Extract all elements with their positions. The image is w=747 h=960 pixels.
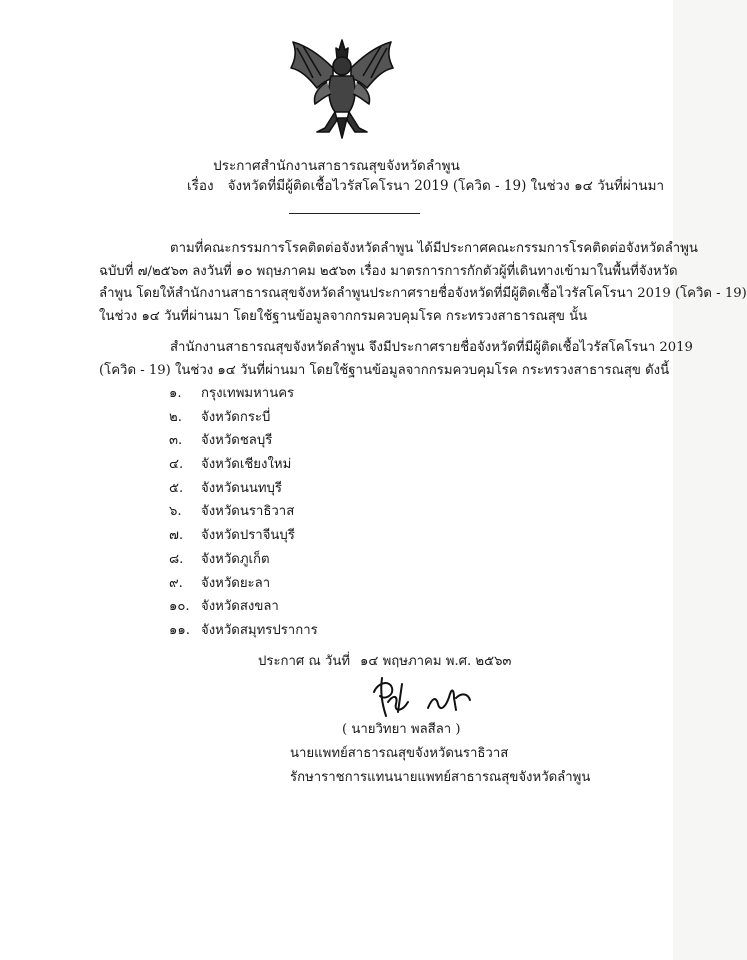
list-item-number: ๒. bbox=[169, 409, 182, 425]
paragraph-line: ตามที่คณะกรรมการโรคติดต่อจังหวัดลำพูน ได้มีประกาศคณะกรรมการโรคติดต่อจังหวัดลำพูน bbox=[170, 241, 698, 256]
announce-date: ๑๔ พฤษภาคม พ.ศ. ๒๕๖๓ bbox=[360, 654, 512, 669]
list-item-name: จังหวัดนนทบุรี bbox=[201, 480, 283, 496]
list-item-name: จังหวัดปราจีนบุรี bbox=[201, 528, 295, 544]
list-item bbox=[169, 572, 318, 596]
list-item bbox=[169, 453, 318, 477]
subject-label: เรื่อง bbox=[187, 178, 214, 194]
paragraph-line: (โควิด - 19) ในช่วง ๑๔ วันที่ผ่านมา โดยใช้ฐานข้อมูลจากกรมควบคุมโรค กระทรวงสาธารณสุข ดังนี้ bbox=[99, 362, 670, 378]
list-item bbox=[169, 595, 318, 619]
list-item-name: จังหวัดยะลา bbox=[201, 575, 271, 591]
list-item-name: จังหวัดนราธิวาส bbox=[201, 504, 295, 520]
subject-text: จังหวัดที่มีผู้ติดเชื้อไวรัสโคโรนา 2019 (โควิด - 19) ในช่วง ๑๔ วันที่ผ่านมา bbox=[227, 178, 665, 194]
list-item bbox=[169, 548, 318, 572]
list-item-name: จังหวัดสงขลา bbox=[201, 599, 279, 615]
list-item-name: จังหวัดภูเก็ต bbox=[201, 551, 270, 567]
list-item-name: จังหวัดสมุทรปราการ bbox=[201, 622, 318, 638]
list-item-name: จังหวัดชลบุรี bbox=[201, 433, 273, 449]
list-item-number: ๙. bbox=[169, 575, 183, 591]
paragraph-line: ลำพูน โดยให้สำนักงานสาธารณสุขจังหวัดลำพูนประกาศรายชื่อจังหวัดที่มีผู้ติดเชื้อไวรัสโคโรนา 2019 (โควิด - 19) bbox=[99, 286, 747, 301]
list-item bbox=[169, 406, 318, 430]
province-list bbox=[169, 382, 318, 643]
paragraph-2 bbox=[99, 337, 693, 382]
list-item bbox=[169, 524, 318, 548]
list-item-number: ๖. bbox=[169, 504, 182, 520]
list-item-name: จังหวัดเชียงใหม่ bbox=[201, 457, 292, 473]
list-item-number: ๕. bbox=[169, 480, 184, 496]
paragraph-1 bbox=[99, 238, 747, 328]
list-item-number: ๗. bbox=[169, 528, 184, 544]
subject-line bbox=[187, 176, 664, 196]
list-item-number: ๑๐. bbox=[169, 599, 190, 615]
list-item bbox=[169, 382, 318, 406]
paragraph-line: สำนักงานสาธารณสุขจังหวัดลำพูน จึงมีประกาศรายชื่อจังหวัดที่มีผู้ติดเชื้อไวรัสโคโรนา 2019 bbox=[170, 340, 693, 355]
list-item-number: ๑๑. bbox=[169, 622, 190, 638]
list-item bbox=[169, 477, 318, 501]
list-item-name: กรุงเทพมหานคร bbox=[201, 386, 295, 401]
signer-position: นายแพทย์สาธารณสุขจังหวัดนราธิวาส bbox=[290, 746, 509, 761]
paragraph-line: ในช่วง ๑๔ วันที่ผ่านมา โดยใช้ฐานข้อมูลจากกรมควบคุมโรค กระทรวงสาธารณสุข นั้น bbox=[99, 308, 588, 324]
handwritten-signature-icon bbox=[368, 672, 476, 722]
list-item-number: ๑. bbox=[169, 386, 182, 401]
list-item bbox=[169, 500, 318, 524]
signature-block bbox=[290, 718, 590, 790]
announcement-date-line bbox=[258, 650, 521, 671]
list-item-number: ๓. bbox=[169, 433, 183, 449]
document-heading bbox=[0, 156, 673, 194]
list-item-number: ๘. bbox=[169, 551, 184, 567]
list-item bbox=[169, 429, 318, 453]
org-title: ประกาศสำนักงานสาธารณสุขจังหวัดลำพูน bbox=[213, 158, 460, 174]
announce-prefix: ประกาศ ณ วันที่ bbox=[258, 654, 351, 669]
list-item-number: ๔. bbox=[169, 457, 184, 473]
signer-acting-position: รักษาราชการแทนนายแพทย์สาธารณสุขจังหวัดลำพูน bbox=[290, 770, 591, 785]
list-item-name: จังหวัดกระบี่ bbox=[201, 409, 271, 425]
heading-divider bbox=[289, 213, 420, 214]
list-item bbox=[169, 619, 318, 643]
signer-name: ( นายวิทยา พลสีลา ) bbox=[342, 722, 461, 737]
garuda-emblem-icon bbox=[287, 38, 397, 140]
paragraph-line: ฉบับที่ ๗/๒๕๖๓ ลงวันที่ ๑๐ พฤษภาคม ๒๕๖๓ เรื่อง มาตรการการกักตัวผู้ที่เดินทางเข้ามาในพื้นที่จังหวัด bbox=[99, 263, 678, 279]
